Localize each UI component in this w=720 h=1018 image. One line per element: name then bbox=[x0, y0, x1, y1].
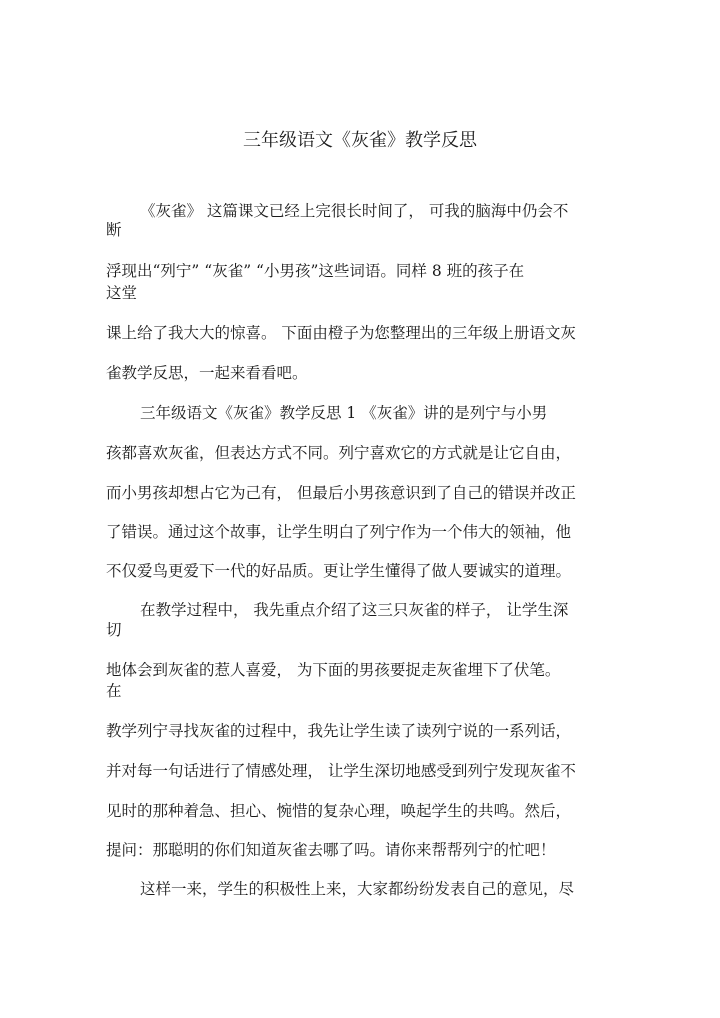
text-line: 而小男孩却想占它为己有， 但最后小男孩意识到了自己的错误并改正 bbox=[106, 484, 576, 502]
text-line: 在 bbox=[106, 682, 122, 700]
text-line: 这堂 bbox=[106, 284, 138, 302]
text-line: 在教学过程中， 我先重点介绍了这三只灰雀的样子， 让学生深 bbox=[140, 601, 569, 619]
text-line: 并对每一句话进行了情感处理， 让学生深切地感受到列宁发现灰雀不 bbox=[106, 762, 576, 780]
text-line: 这样一来，学生的积极性上来，大家都纷纷发表自己的意见，尽 bbox=[140, 880, 575, 898]
text-line: 浮现出“列宁” “灰雀” “小男孩”这些词语。同样 8 班的孩子在 bbox=[106, 262, 525, 280]
text-line: 断 bbox=[106, 221, 122, 239]
text-line: 三年级语文《灰雀》教学反思 1 《灰雀》讲的是列宁与小男 bbox=[140, 404, 548, 422]
text-line: 不仅爱鸟更爱下一代的好品质。更让学生懂得了做人要诚实的道理。 bbox=[106, 562, 572, 580]
document-title: 三年级语文《灰雀》教学反思 bbox=[243, 130, 477, 151]
text-line: 切 bbox=[106, 621, 122, 639]
text-line: 孩都喜欢灰雀，但表达方式不同。列宁喜欢它的方式就是让它自由， bbox=[106, 444, 572, 462]
text-line: 雀教学反思，一起来看看吧。 bbox=[106, 364, 308, 382]
text-line: 见时的那种着急、担心、惋惜的复杂心理，唤起学生的共鸣。然后， bbox=[106, 802, 572, 820]
text-line: 提问：那聪明的你们知道灰雀去哪了吗。请你来帮帮列宁的忙吧！ bbox=[106, 841, 556, 859]
text-line: 了错误。通过这个故事，让学生明白了列宁作为一个伟大的领袖，他 bbox=[106, 523, 572, 541]
text-line: 地体会到灰雀的惹人喜爱， 为下面的男孩要捉走灰雀埋下了伏笔。 bbox=[106, 661, 561, 679]
text-line: 教学列宁寻找灰雀的过程中，我先让学生读了读列宁说的一系列话， bbox=[106, 722, 572, 740]
text-line: 课上给了我大大的惊喜。 下面由橙子为您整理出的三年级上册语文灰 bbox=[106, 324, 576, 342]
text-line: 《灰雀》 这篇课文已经上完很长时间了， 可我的脑海中仍会不 bbox=[140, 202, 569, 220]
